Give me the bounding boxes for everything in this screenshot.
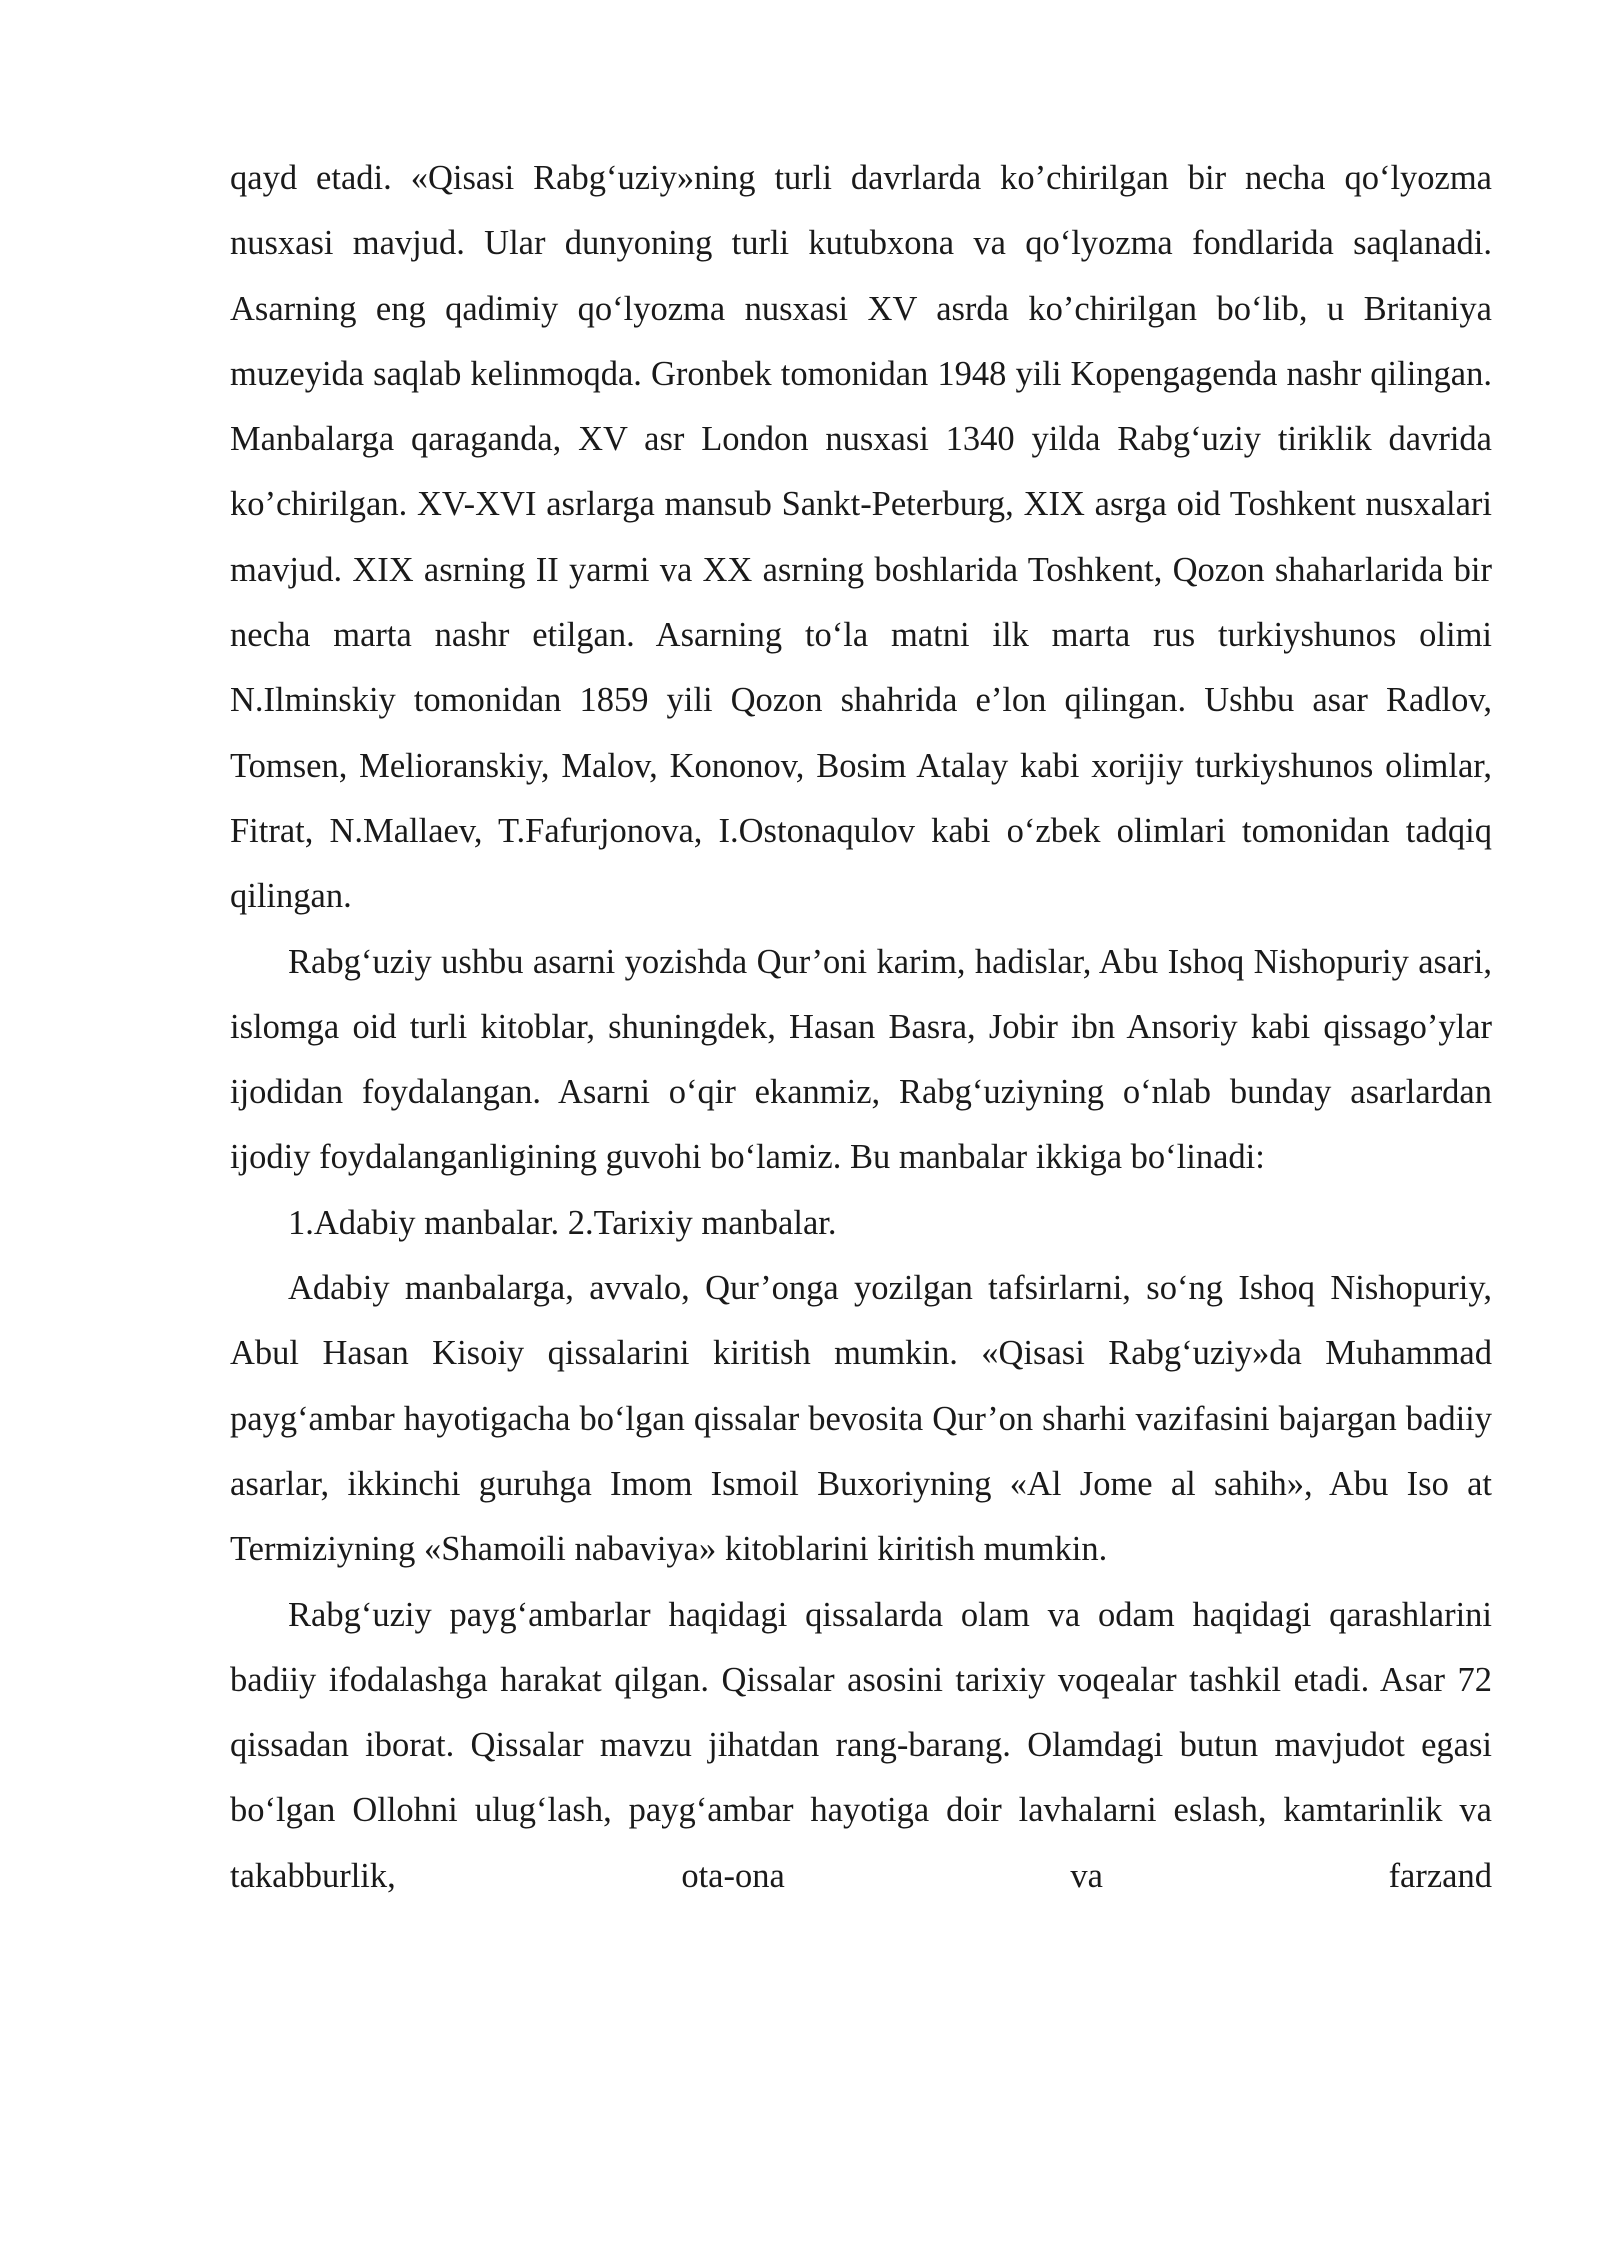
paragraph-source-types: 1.Adabiy manbalar. 2.Tarixiy manbalar. xyxy=(288,1203,837,1242)
paragraph-sources: Rabg‘uziy ushbu asarni yozishda Qur’oni karim, hadislar, Abu Ishoq Nishopuriy asari, islomga oid turli kitoblar, shuningdek, Hasan Basra, Jobir ibn Ansoriy kabi qissago’ylar ijodidan foydalangan. Asarni o‘qir ekanmiz, Rabg‘uziyning o‘nlab bunday asarlardan ijodiy foydalanganligining guvohi bo‘lamiz. Bu manbalar ikkiga bo‘linadi: xyxy=(230,942,1492,1177)
paragraph-manuscripts: qayd etadi. «Qisasi Rabg‘uziy»ning turli davrlarda ko’chirilgan bir necha qo‘lyozma nusxasi mavjud. Ular dunyoning turli kutubxona va qo‘lyozma fondlarida saqlanadi. Asarning eng qadimiy qo‘lyozma nusxasi XV asrda ko’chirilgan bo‘lib, u Britaniya muzeyida saqlab kelinmoqda. Gronbek tomonidan 1948 yili Kopengagenda nashr qilingan. Manbalarga qaraganda, XV asr London nusxasi 1340 yilda Rabg‘uziy tiriklik davrida ko’chirilgan. XV-XVI asrlarga mansub Sankt-Peterburg, XIX asrga oid Toshkent nusxalari mavjud. XIX asrning II yarmi va XX asrning boshlarida Toshkent, Qozon shaharlarida bir necha marta nashr etilgan. Asarning to‘la matni ilk marta rus turkiyshunos olimi N.Ilminskiy tomonidan 1859 yili Qozon shahrida e’lon qilingan. Ushbu asar Radlov, Tomsen, Melioranskiy, Malov, Kononov, Bosim Atalay kabi xorijiy turkiyshunos olimlar, Fitrat, N.Mallaev, T.Fafurjonova, I.Ostonaqulov kabi o‘zbek olimlari tomonidan tadqiq qilingan. xyxy=(230,159,1492,916)
paragraph-prophet-stories: Rabg‘uziy payg‘ambarlar haqidagi qissalarda olam va odam haqidagi qarashlarini badiiy ifodalashga harakat qilgan. Qissalar asosini tarixiy voqealar tashkil etadi. Asar 72 qissadan iborat. Qissalar mavzu jihatdan rang-barang. Olamdagi butun mavjudot egasi bo‘lgan Ollohni ulug‘lash, payg‘ambar hayotiga doir lavhalarni eslash, kamtarinlik va takabburlik, ota-ona va farzand xyxy=(230,1595,1492,1895)
paragraph-literary-sources: Adabiy manbalarga, avvalo, Qur’onga yozilgan tafsirlarni, so‘ng Ishoq Nishopuriy, Abul Hasan Kisoiy qissalarini kiritish mumkin. «Qisasi Rabg‘uziy»da Muhammad payg‘ambar hayotigacha bo‘lgan qissalar bevosita Qur’on sharhi vazifasini bajargan badiiy asarlar, ikkinchi guruhga Imom Ismoil Buxoriyning «Al Jome al sahih», Abu Iso at Termiziyning «Shamoili nabaviya» kitoblarini kiritish mumkin. xyxy=(230,1269,1492,1569)
document-page xyxy=(230,146,1492,1909)
